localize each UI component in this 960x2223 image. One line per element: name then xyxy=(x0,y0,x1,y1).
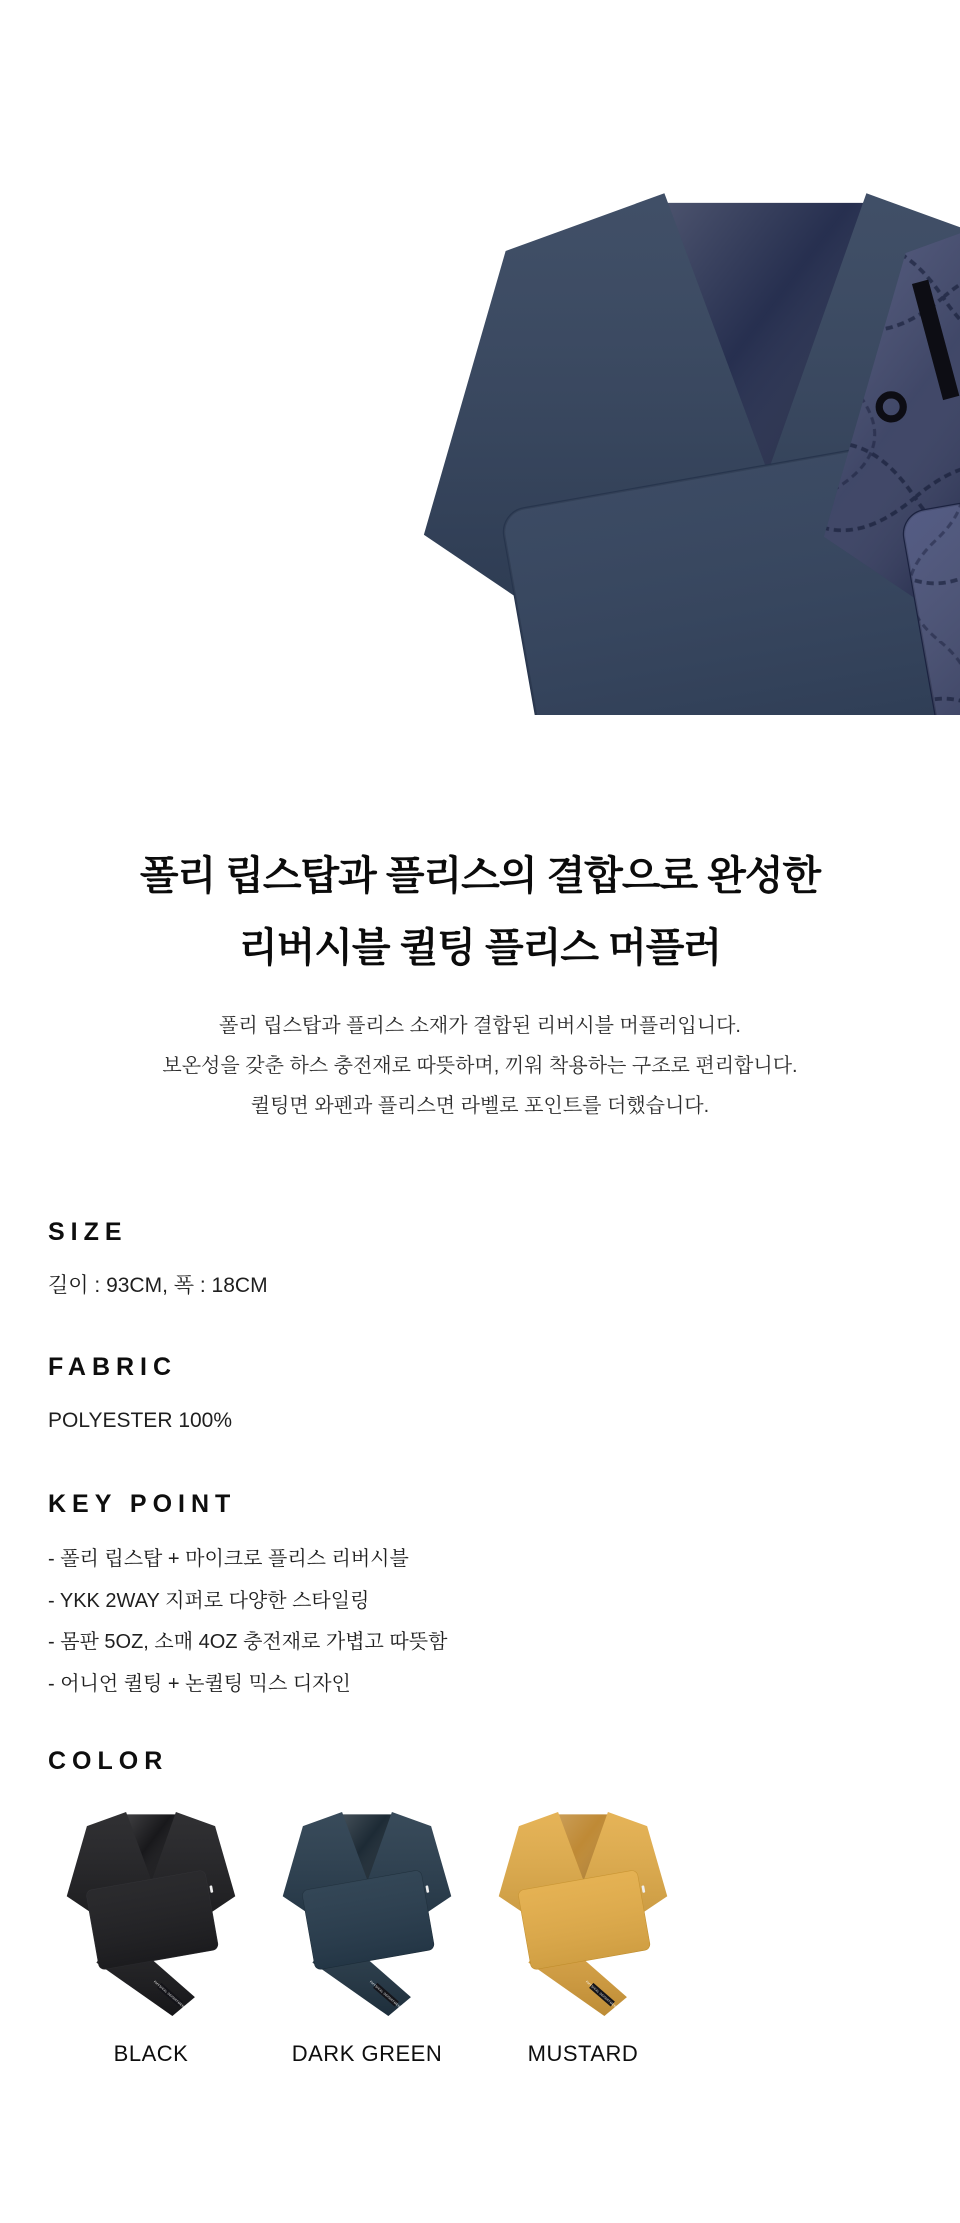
key-point-item: - 몸판 5OZ, 소매 4OZ 충전재로 가볍고 따뜻함 xyxy=(48,1631,448,1654)
scarf-shape xyxy=(283,1812,452,2016)
size-heading: SIZE xyxy=(48,1218,128,1246)
color-option-label: DARK GREEN xyxy=(291,2041,443,2066)
product-title-line2: 리버시블 퀼팅 플리스 머플러 xyxy=(238,926,722,970)
description-line: 퀼팅면 와펜과 플리스면 라벨로 포인트를 더했습니다. xyxy=(250,1095,710,1117)
scarf-shape xyxy=(499,1812,668,2016)
color-swatch-image xyxy=(494,1807,672,2021)
hero-product-images: PHYSICAL DEPARTMENT xyxy=(0,130,960,715)
fabric-section xyxy=(48,1353,912,1434)
color-option-dark-green[interactable] xyxy=(278,1807,456,2067)
color-swatch-image xyxy=(278,1807,456,2021)
color-option-label: BLACK xyxy=(113,2041,189,2066)
fabric-heading: FABRIC xyxy=(48,1352,178,1381)
size-section xyxy=(48,1218,912,1299)
key-point-item: - 폴리 립스탑 + 마이크로 플리스 리버시블 xyxy=(48,1548,409,1571)
key-point-heading: KEY POINT xyxy=(48,1489,237,1518)
color-section xyxy=(48,1747,912,2067)
size-value: 길이 : 93CM, 폭 : 18CM xyxy=(48,1273,268,1297)
spec-sections xyxy=(0,1218,960,2067)
key-point-section xyxy=(48,1490,912,1706)
scarf-shape xyxy=(67,1812,236,2016)
color-option-mustard[interactable] xyxy=(494,1807,672,2067)
product-title xyxy=(0,840,960,984)
key-point-list xyxy=(48,1539,912,1705)
color-swatch-row xyxy=(48,1807,912,2067)
color-swatch-image xyxy=(62,1807,240,2021)
color-heading: COLOR xyxy=(48,1747,169,1776)
product-description xyxy=(0,1006,960,1126)
key-point-item: - 어니언 퀼팅 + 논퀼팅 믹스 디자인 xyxy=(48,1672,351,1695)
key-point-item: - YKK 2WAY 지퍼로 다양한 스타일링 xyxy=(48,1589,370,1612)
color-option-label: MUSTARD xyxy=(527,2041,639,2066)
fabric-value: POLYESTER 100% xyxy=(48,1408,233,1432)
color-option-black[interactable] xyxy=(62,1807,240,2067)
description-line: 보온성을 갖춘 하스 충전재로 따뜻하며, 끼워 착용하는 구조로 편리합니다. xyxy=(162,1055,798,1077)
product-title-line1: 폴리 립스탑과 플리스의 결합으로 완성한 xyxy=(139,854,821,898)
description-line: 폴리 립스탑과 플리스 소재가 결합된 리버시블 머플러입니다. xyxy=(219,1015,741,1037)
